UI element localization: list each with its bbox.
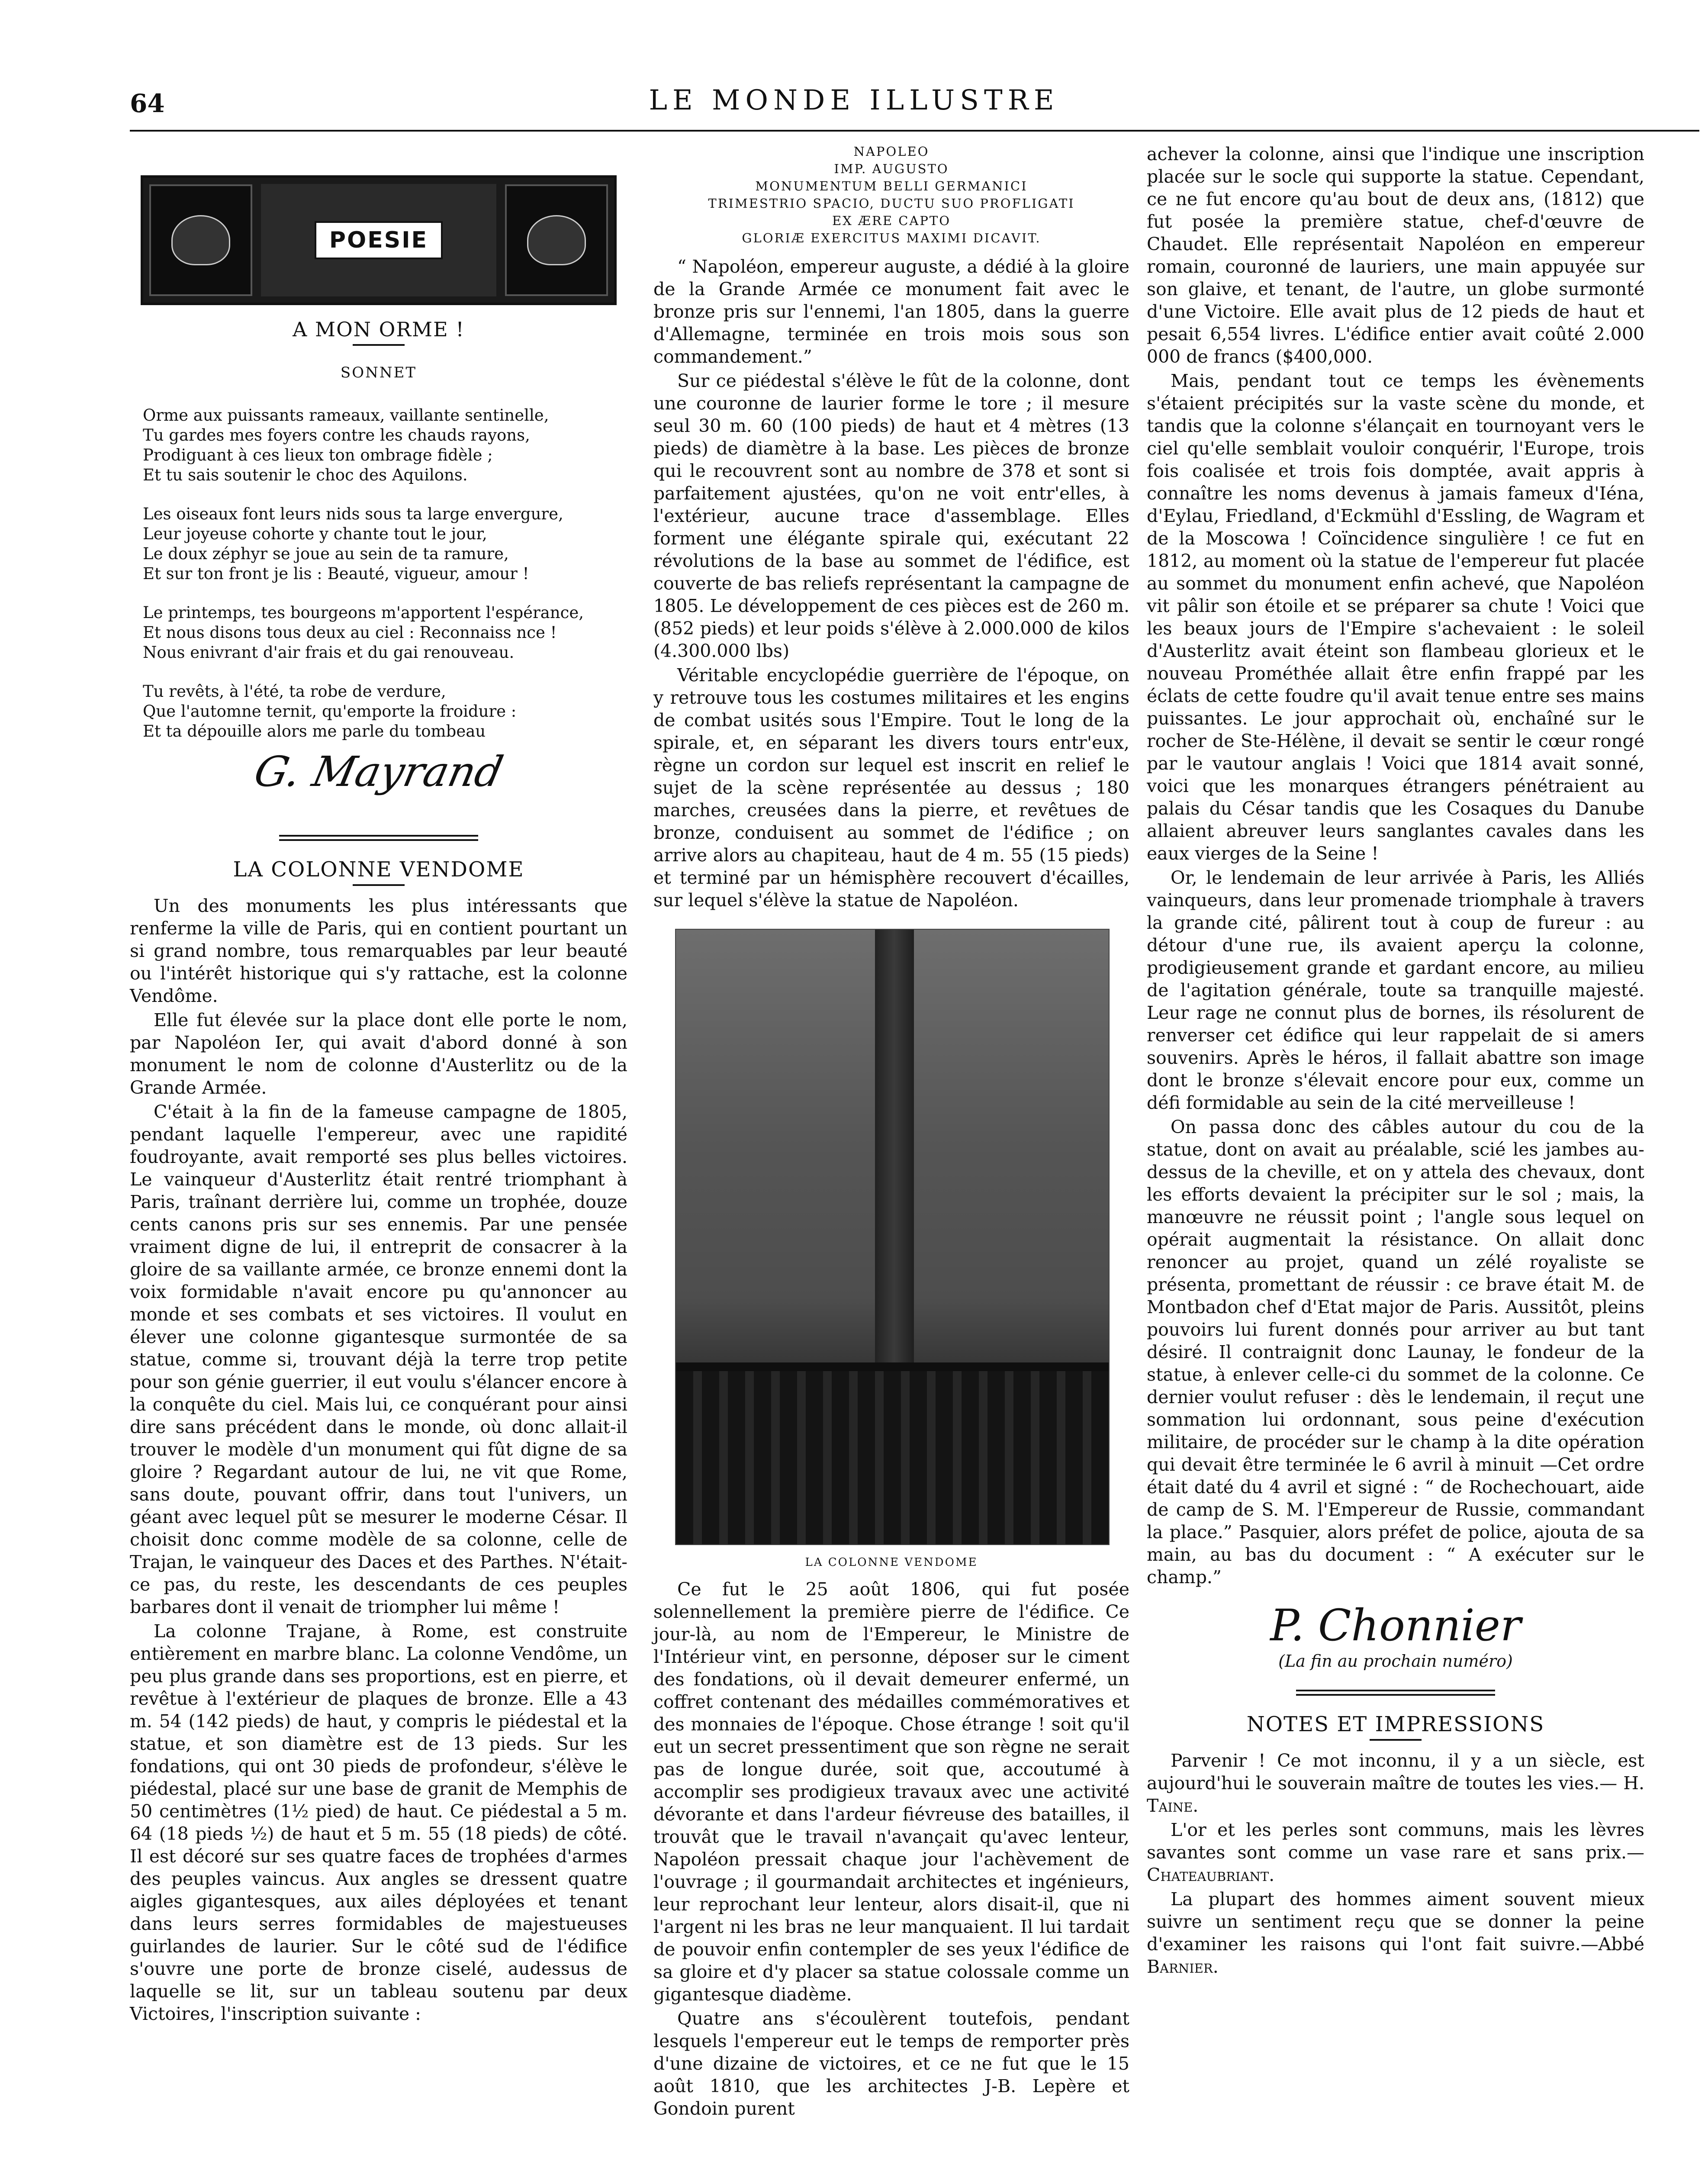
banner-label: POESIE <box>315 221 443 259</box>
title-rule <box>353 344 405 346</box>
article-paragraph: achever la colonne, ainsi que l'indique une inscription placée sur le socle qui supporte la statue. Cependant, ce ne fut encore qu'au bout de deux ans, (1812) que fut posée la première statue, chef-d'œuvre de Chaudet. Elle représentait Napoléon en empereur romain, couronné de lauriers, une main appuyée sur son glaive, et tenant, de l'autre, un globe surmonté d'une Victoire. Elle avait plus de 12 pieds de haut et pesait 6,554 livres. L'édifice entier avait coûté 2.000 000 de francs ($400,000. <box>1147 144 1644 367</box>
roofline <box>676 1362 1109 1371</box>
inscription-line: GLORIÆ EXERCITUS MAXIMI DICAVIT. <box>742 231 1041 245</box>
stanza <box>143 682 627 741</box>
column-3 <box>1147 143 1644 1980</box>
latin-inscription <box>653 143 1129 247</box>
verse-line: Et tu sais soutenir le choc des Aquilons. <box>143 466 468 484</box>
verse-line: Tu gardes mes foyers contre les chauds rayons, <box>143 426 530 444</box>
buildings <box>676 1371 1109 1544</box>
stanza <box>143 603 627 663</box>
note-text: L'or et les perles sont communs, mais les lèvres savantes sont comme un vase rare et sans prix.— <box>1147 1819 1644 1863</box>
banner-left-ornament <box>149 184 252 296</box>
photo-caption: LA COLONNE VENDOME <box>805 1556 978 1569</box>
banner-center <box>261 184 496 296</box>
column-shaft <box>875 930 914 1427</box>
inscription-line: MONUMENTUM BELLI GERMANICI <box>755 179 1028 193</box>
continued-note: (La fin au prochain numéro) <box>1278 1652 1513 1671</box>
verse-line: Leur joyeuse cohorte y chante tout le jour, <box>143 525 487 543</box>
verse-line: Le doux zéphyr se joue au sein de ta ramure, <box>143 544 509 563</box>
photo-figure <box>675 929 1108 1574</box>
article-paragraph: “ Napoléon, empereur auguste, a dédié à la gloire de la Grande Armée ce monument fait avec le bronze pris sur l'ennemi, l'an 1805, dans la guerre d'Allemagne, terminée en trois mois sous son commandement.” <box>653 256 1129 367</box>
section-divider <box>1296 1690 1495 1696</box>
header-rule <box>130 130 1699 132</box>
note-author: Chateaubriant. <box>1147 1865 1275 1885</box>
article-paragraph: Sur ce piédestal s'élève le fût de la colonne, dont une couronne de laurier forme le tore ; il mesure seul 30 m. 60 (100 pieds) de haut et 4 mètres (13 pieds) de diamètre à la base. Les pièces de bronze qui le recouvrent sont au nombre de 378 et sont si parfaitement ajustées, qu'on ne voit entr'elles, à l'extérieur, aucune trace d'assemblage. Elles forment une élégante spirale qui, exécutant 22 révolutions de la base au sommet de l'édifice, est couverte de bas reliefs représentant la campagne de 1805. Le développement de ces pièces est de 260 m. (852 pieds) et leur poids s'élève à 2.000.000 de kilos (4.300.000 lbs) <box>653 370 1129 661</box>
stanza <box>143 406 627 485</box>
title-rule <box>353 884 405 886</box>
notes-title: NOTES ET IMPRESSIONS <box>1246 1712 1545 1736</box>
urn-icon <box>527 215 586 265</box>
article-paragraph: Ce fut le 25 août 1806, qui fut posée solennellement la première pierre de l'édifice. Ce jour-là, au nom de l'Empereur, le Ministre de l'Intérieur vint, en personne, déposer sur le ciment des fondations, où il devait demeurer enfermé, un coffret contenant des médailles commémoratives et des monnaies de l'époque. Chose étrange ! soit qu'il eut un secret pressentiment que son règne ne serait pas de longue durée, soit que, accoutumé à accomplir ses prodigieux travaux avec une activité dévorante et dans l'ardeur fiévreuse des batailles, il trouvât que le travail n'avançait qu'avec lenteur, Napoléon pressait chaque jour l'achèvement de l'ouvrage ; il gourmandait architectes et ingénieurs, leur reprochant leur lenteur, alors disait-il, que ni l'argent ni les bras ne leur manquaient. Il lui tardait de pouvoir enfin contempler de ses yeux l'édifice de sa gloire et d'y placer sa statue colossale comme un gigantesque diadème. <box>653 1579 1129 2005</box>
verse-line: Nous enivrant d'air frais et du gai renouveau. <box>143 643 515 662</box>
title-rule <box>1370 1739 1422 1741</box>
verse-line: Le printemps, tes bourgeons m'apportent l'espérance, <box>143 603 584 622</box>
verse-line: Et sur ton front je lis : Beauté, vigueur, amour ! <box>143 564 529 583</box>
article-title: LA COLONNE VENDOME <box>233 857 524 882</box>
article-paragraph: Quatre ans s'écoulèrent toutefois, pendant lesquels l'empereur eut le temps de remporter près d'une dizaine de victoires, et ce ne fut que le 15 août 1810, que les architectes J-B. Lepère et Gondoin purent <box>653 2008 1129 2119</box>
article-paragraph: La colonne Trajane, à Rome, est construite entièrement en marbre blanc. La colonne Vendôme, un peu plus grande dans ses proportions, est en pierre, et revêtue à l'extérieur de plaques de bronze. Elle a 43 m. 54 (142 pieds) de haut, y compris le piédestal et la statue, et son diamètre est de 13 pieds. Sur les fondations, qui ont 30 pieds de profondeur, s'élève le piédestal, placé sur une base de granit de Memphis de 50 centimètres (1½ pied) de haut. Ce piédestal a 5 m. 64 (18 pieds ½) de haut et 5 m. 55 (18 pieds) de côté. Il est décoré sur ses quatre faces de trophées d'armes des peuples vaincus. Aux angles se dressent quatre aigles gigantesques, aux ailes déployées et tenant dans leurs serres formidables de majestueuses guirlandes de laurier. Sur le côté sud de l'édifice s'ouvre une porte de bronze ciselé, audessus de laquelle se lit, sur un tableau soutenu par deux Victoires, l'inscription suivante : <box>130 1621 627 2024</box>
verse-line: Prodiguant à ces lieux ton ombrage fidèle ; <box>143 446 493 464</box>
poem-subtitle: SONNET <box>340 364 417 381</box>
inscription-line: IMP. AUGUSTO <box>834 161 949 176</box>
verse-line: Et nous disons tous deux au ciel : Reconnaiss nce ! <box>143 623 557 642</box>
stanza <box>143 504 627 584</box>
verse-line: Tu revêts, à l'été, ta robe de verdure, <box>143 682 446 701</box>
article-paragraph: On passa donc des câbles autour du cou de la statue, dont on avait au préalable, scié les jambes au-dessus de la cheville, et on y attela des chevaux, dont les efforts devaient la précipiter sur le sol ; mais, la manœuvre ne réussit point ; l'angle sous lequel on opérait augmentait la résistance. On allait donc renoncer au projet, quand un zélé royaliste se présenta, promettant de réussir : ce brave était M. de Montbadon chef d'Etat major de Paris. Aussitôt, pleins pouvoirs lui furent donnés pour arriver au but tant désiré. Il contraignit donc Launay, le fondeur de la statue, à enlever celle-ci du sommet de la colonne. Ce dernier voulut refuser : dès le lendemain, il reçut une sommation lui ordonnant, sous peine d'exécution militaire, de procéder sur le champ à la dite opération qui devait être terminée le 6 avril à minuit —Cet ordre était daté du 4 avril et signé : “ de Rochechouart, aide de camp de S. M. l'Empereur de Russie, commandant la place.” Pasquier, alors préfet de police, ajouta de sa main, au bas du document : “ A exécuter sur le champ.” <box>1147 1117 1644 1588</box>
note-item <box>1147 1888 1644 1978</box>
inscription-line: EX ÆRE CAPTO <box>832 213 951 228</box>
poem-title: A MON ORME ! <box>293 318 465 341</box>
article-paragraph: Or, le lendemain de leur arrivée à Paris, les Alliés vainqueurs, dans leur promenade triomphale à travers la grande cité, pâlirent tout à coup de fureur : au détour d'une rue, ils avaient aperçu la colonne, prodigieusement grande et gardant encore, au milieu de l'agitation générale, toute sa tranquille majesté. Leur rage ne connut plus de bornes, ils résolurent de renverser cet édifice qui leur rappelait de si amers souvenirs. Après le héros, il fallait abattre son image dont le bronze s'élevait encore pour eux, comme un défi formidable au sein de la cité merveilleuse ! <box>1147 867 1644 1113</box>
note-text: Parvenir ! Ce mot inconnu, il y a un siècle, est aujourd'hui le souverain maître de toutes les vies.— <box>1147 1750 1644 1794</box>
inscription-line: NAPOLEO <box>853 144 930 159</box>
article-paragraph: Elle fut élevée sur la place dont elle porte le nom, par Napoléon Ier, qui avait d'abord donné à son monument le nom de colonne d'Austerlitz ou de la Grande Armée. <box>130 1010 627 1098</box>
page-number: 64 <box>130 89 165 118</box>
article-signature: P. Chonnier <box>1270 1600 1521 1651</box>
article-paragraph: Mais, pendant tout ce temps les évènements s'étaient précipités sur la vaste scène du monde, et tandis que la colonne s'élançait en tournoyant vers le ciel qu'elle semblait vouloir conquérir, l'Europe, trois fois coalisée et trois fois domptée, avait appris à connaître les noms devenus à jamais fameux d'Iéna, d'Eylau, Friedland, d'Eckmühl d'Essling, de Wagram et de la Moscowa ! Coïncidence singulière ! ce fut en 1812, au moment où la statue de l'empereur fut placée au sommet du monument enfin achevé, que Napoléon vit pâlir son étoile et se préparer sa chute ! Voici que les beaux jours de l'Empire s'achevaient : le soleil d'Austerlitz avait éteint son flambeau glorieux et le nouveau Prométhée allait être enfin frappé par les éclats de cette foudre qu'il avait tenue entre ses mains puissantes. Le jour approchait où, enchaîné sur le rocher de Ste-Hélène, il devait se sentir le cœur rongé par le vautour anglais ! Voici que 1814 avait sonné, voici que les monarques étrangers pénétraient au palais du César tandis que les Cosaques du Danube allaient abreuver leurs sanglantes cavales dans les eaux vierges de la Seine ! <box>1147 370 1644 864</box>
inscription-line: TRIMESTRIO SPACIO, DUCTU SUO PROFLIGATI <box>708 196 1075 211</box>
notes-list <box>1147 1749 1644 1978</box>
note-item <box>1147 1819 1644 1886</box>
verse-line: Orme aux puissants rameaux, vaillante sentinelle, <box>143 406 549 425</box>
note-text: La plupart des hommes aiment souvent mieux suivre un sentiment reçu que se donner la peine d'examiner les raisons qui l'ont fait suivre.—Abbé <box>1147 1889 1644 1955</box>
masthead: LE MONDE ILLUSTRE <box>649 84 1059 116</box>
verse-line: Que l'automne ternit, qu'emporte la froidure : <box>143 702 517 721</box>
verse-line: Les oiseaux font leurs nids sous ta large envergure, <box>143 505 563 523</box>
note-author: Barnier. <box>1147 1956 1219 1977</box>
article-paragraph: C'était à la fin de la fameuse campagne de 1805, pendant laquelle l'empereur, avec une rapidité foudroyante, avait remporté ses plus belles victoires. Le vainqueur d'Austerlitz était rentré triomphant à Paris, traînant derrière lui, comme un trophée, douze cents canons pris sur ses ennemis. Par une pensée vraiment digne de lui, il entreprit de consacrer à la gloire de sa vaillante armée, ce bronze ennemi dont la voix formidable n'avait encore pu qu'annoncer au monde et ses combats et ses victoires. Il voulut en élever une colonne gigantesque surmontée de sa statue, comme si, trouvant déjà la terre trop petite pour son génie guerrier, il eut voulu s'élancer encore à la conquête du ciel. Mais lui, ce conquérant pour ainsi dire sans précédent dans le monde, où donc allait-il trouver le modèle d'un monument qui fût digne de sa gloire ? Regardant autour de lui, ne vit que Rome, sans doute, pouvant offrir, dans tout l'univers, un géant avec lequel pût se mesurer le moderne César. Il choisit donc comme modèle de sa colonne, celle de Trajan, le vainqueur des Daces et des Parthes. N'était-ce pas, du reste, les descendants de ces peuples barbares dont il venait de triompher lui même ! <box>130 1101 627 1617</box>
column-1 <box>130 143 627 2027</box>
poem-signature: G. Mayrand <box>250 747 508 796</box>
poesie-banner <box>141 175 617 305</box>
article-paragraph: Véritable encyclopédie guerrière de l'époque, on y retrouve tous les costumes militaires et les engins de combat usités sous l'Empire. Tout le long de la spirale, et, en séparant les divers tours entr'eux, règne un cordon sur lequel est inscrit en relief le sujet de la scène représentée au dessus ; 180 marches, creusées dans la pierre, et revêtues de bronze, conduisent au sommet de l'édifice ; on arrive alors au chapiteau, haut de 4 m. 55 (15 pieds) et terminé par un hémisphère recouvert d'écailles, sur lequel s'élève la statue de Napoléon. <box>653 665 1129 911</box>
urn-icon <box>171 215 230 265</box>
column-2 <box>653 143 1129 2122</box>
banner-right-ornament <box>505 184 608 296</box>
note-author: H. Taine. <box>1147 1773 1644 1816</box>
section-divider <box>279 835 478 841</box>
note-item <box>1147 1749 1644 1817</box>
colonne-vendome-photo <box>675 929 1110 1545</box>
article-paragraph: Un des monuments les plus intéressants que renferme la ville de Paris, qui en contient pourtant un si grand nombre, tous remarquables par leur beauté ou l'intérêt historique qui s'y rattache, est la colonne Vendôme. <box>130 895 627 1006</box>
verse-line: Et ta dépouille alors me parle du tombeau <box>143 722 486 741</box>
